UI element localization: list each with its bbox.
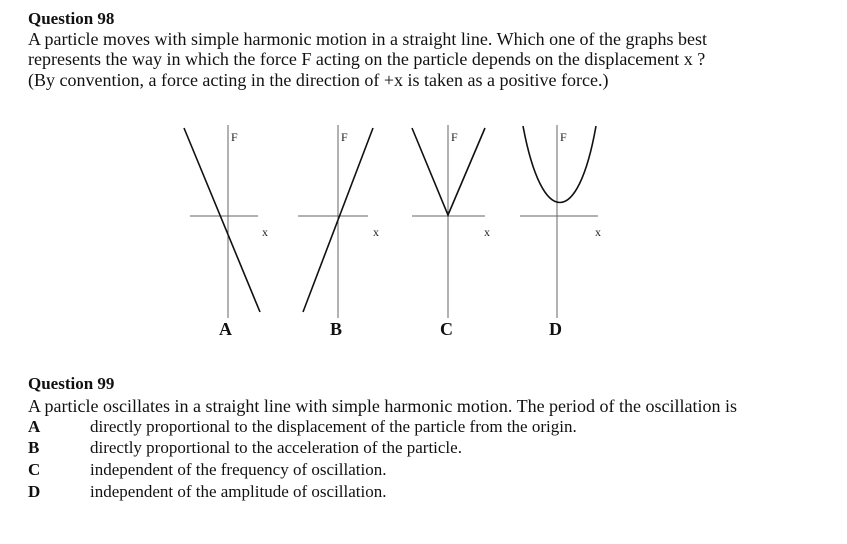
option-c-letter: C (28, 460, 41, 479)
graph-d (520, 125, 601, 339)
graph-d-x-label: x (595, 225, 601, 239)
graph-d-letter: D (549, 319, 562, 339)
option-d[interactable] (28, 481, 386, 502)
question-99-title: Question 99 (28, 374, 115, 393)
option-b-text: directly proportional to the acceleration of the particle. (90, 438, 462, 457)
question-98-text-line-2: represents the way in which the force F acting on the particle depends on the displacement x ? (28, 49, 706, 69)
graph-d-f-label: F (560, 130, 567, 144)
graph-c-x-label: x (484, 225, 490, 239)
graph-a-letter: A (219, 319, 232, 339)
graph-a (184, 125, 268, 339)
graph-c-f-label: F (451, 130, 458, 144)
option-a-text: directly proportional to the displacement of the particle from the origin. (90, 417, 577, 436)
option-a[interactable] (28, 416, 577, 437)
option-c[interactable] (28, 459, 386, 480)
option-c-text: independent of the frequency of oscillation. (90, 460, 387, 479)
option-b[interactable] (28, 437, 462, 458)
graph-a-f-label: F (231, 130, 238, 144)
graph-a-curve (184, 128, 260, 312)
question-98-text-line-3: (By convention, a force acting in the direction of +x is taken as a positive force.) (28, 70, 609, 90)
question-98-text-line-1: A particle moves with simple harmonic motion in a straight line. Which one of the graphs best (28, 29, 708, 49)
option-d-text: independent of the amplitude of oscillation. (90, 482, 387, 501)
question-98-title: Question 98 (28, 9, 115, 28)
graph-c (412, 125, 490, 339)
question-99-stem: A particle oscillates in a straight line with simple harmonic motion. The period of the oscillation is (28, 396, 738, 416)
option-a-letter: A (28, 417, 41, 436)
option-b-letter: B (28, 438, 40, 457)
graph-a-x-label: x (262, 225, 268, 239)
graph-b-letter: B (330, 319, 343, 339)
graph-c-letter: C (440, 319, 453, 339)
graph-b-x-label: x (373, 225, 379, 239)
graph-b (298, 125, 379, 339)
option-d-letter: D (28, 482, 41, 501)
graph-b-f-label: F (341, 130, 348, 144)
